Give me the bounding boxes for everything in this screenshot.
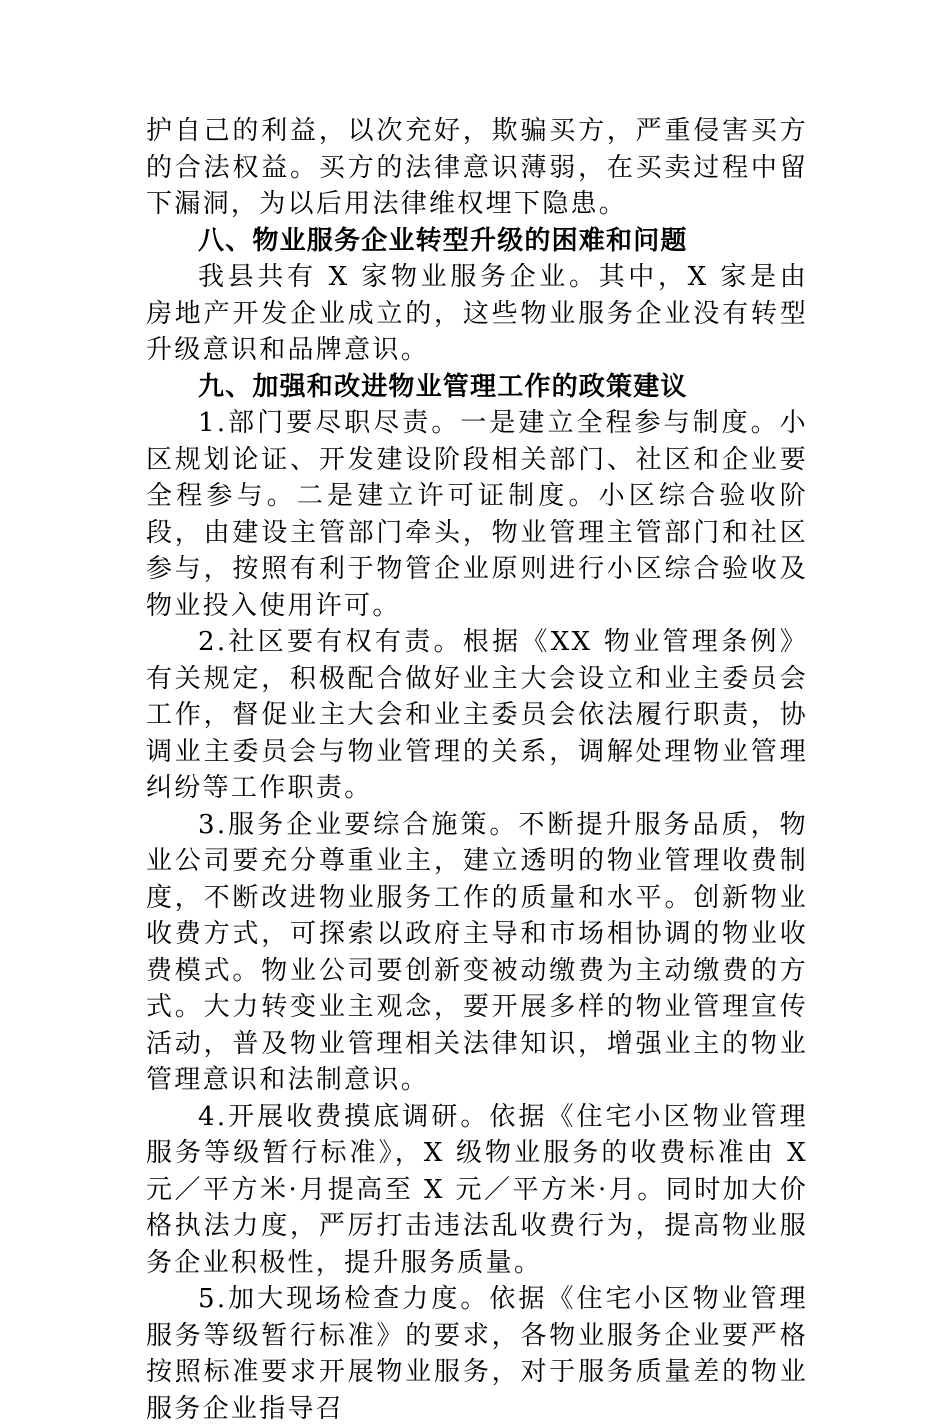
document-page — [146, 113, 808, 1427]
paragraph-item-2: 2.社区要有权有责。根据《XX 物业管理条例》有关规定，积极配合做好业主大会设立和业主委员会工作，督促业主大会和业主委员会依法履行职责，协调业主委员会与物业管理的关系，调解处理物业管理纠纷等工作职责。 — [146, 627, 808, 803]
paragraph-item-4: 4.开展收费摸底调研。依据《住宅小区物业管理服务等级暂行标准》，X 级物业服务的收费标准由 X 元／平方米·月提高至 X 元／平方米·月。同时加大价格执法力度，严厉打击违法乱收费行为，提高物业服务企业积极性，提升服务质量。 — [146, 1101, 808, 1278]
paragraph-continuation: 护自己的利益，以次充好，欺骗买方，严重侵害买方的合法权益。买方的法律意识薄弱，在买卖过程中留下漏洞，为以后用法律维权埋下隐患。 — [146, 116, 808, 219]
section-heading-8: 八、物业服务企业转型升级的困难和问题 — [198, 225, 688, 256]
paragraph-item-1: 1.部门要尽职尽责。一是建立全程参与制度。小区规划论证、开发建设阶段相关部门、社区和企业要全程参与。二是建立许可证制度。小区综合验收阶段，由建设主管部门牵头，物业管理主管部门和社区参与，按照有利于物管企业原则进行小区综合验收及物业投入使用许可。 — [146, 408, 808, 621]
paragraph-property-companies: 我县共有 X 家物业服务企业。其中，X 家是由房地产开发企业成立的，这些物业服务企业没有转型升级意识和品牌意识。 — [146, 262, 808, 365]
section-heading-9: 九、加强和改进物业管理工作的政策建议 — [198, 371, 688, 402]
paragraph-item-5: 5.加大现场检查力度。依据《住宅小区物业管理服务等级暂行标准》的要求，各物业服务企业要严格按照标准要求开展物业服务，对于服务质量差的物业服务企业指导召 — [146, 1284, 808, 1424]
paragraph-item-3: 3.服务企业要综合施策。不断提升服务品质，物业公司要充分尊重业主，建立透明的物业管理收费制度，不断改进物业服务工作的质量和水平。创新物业收费方式，可探索以政府主导和市场相协调的物业收费模式。物业公司要创新变被动缴费为主动缴费的方式。大力转变业主观念，要开展多样的物业管理宣传活动，普及物业管理相关法律知识，增强业主的物业管理意识和法制意识。 — [146, 809, 808, 1095]
